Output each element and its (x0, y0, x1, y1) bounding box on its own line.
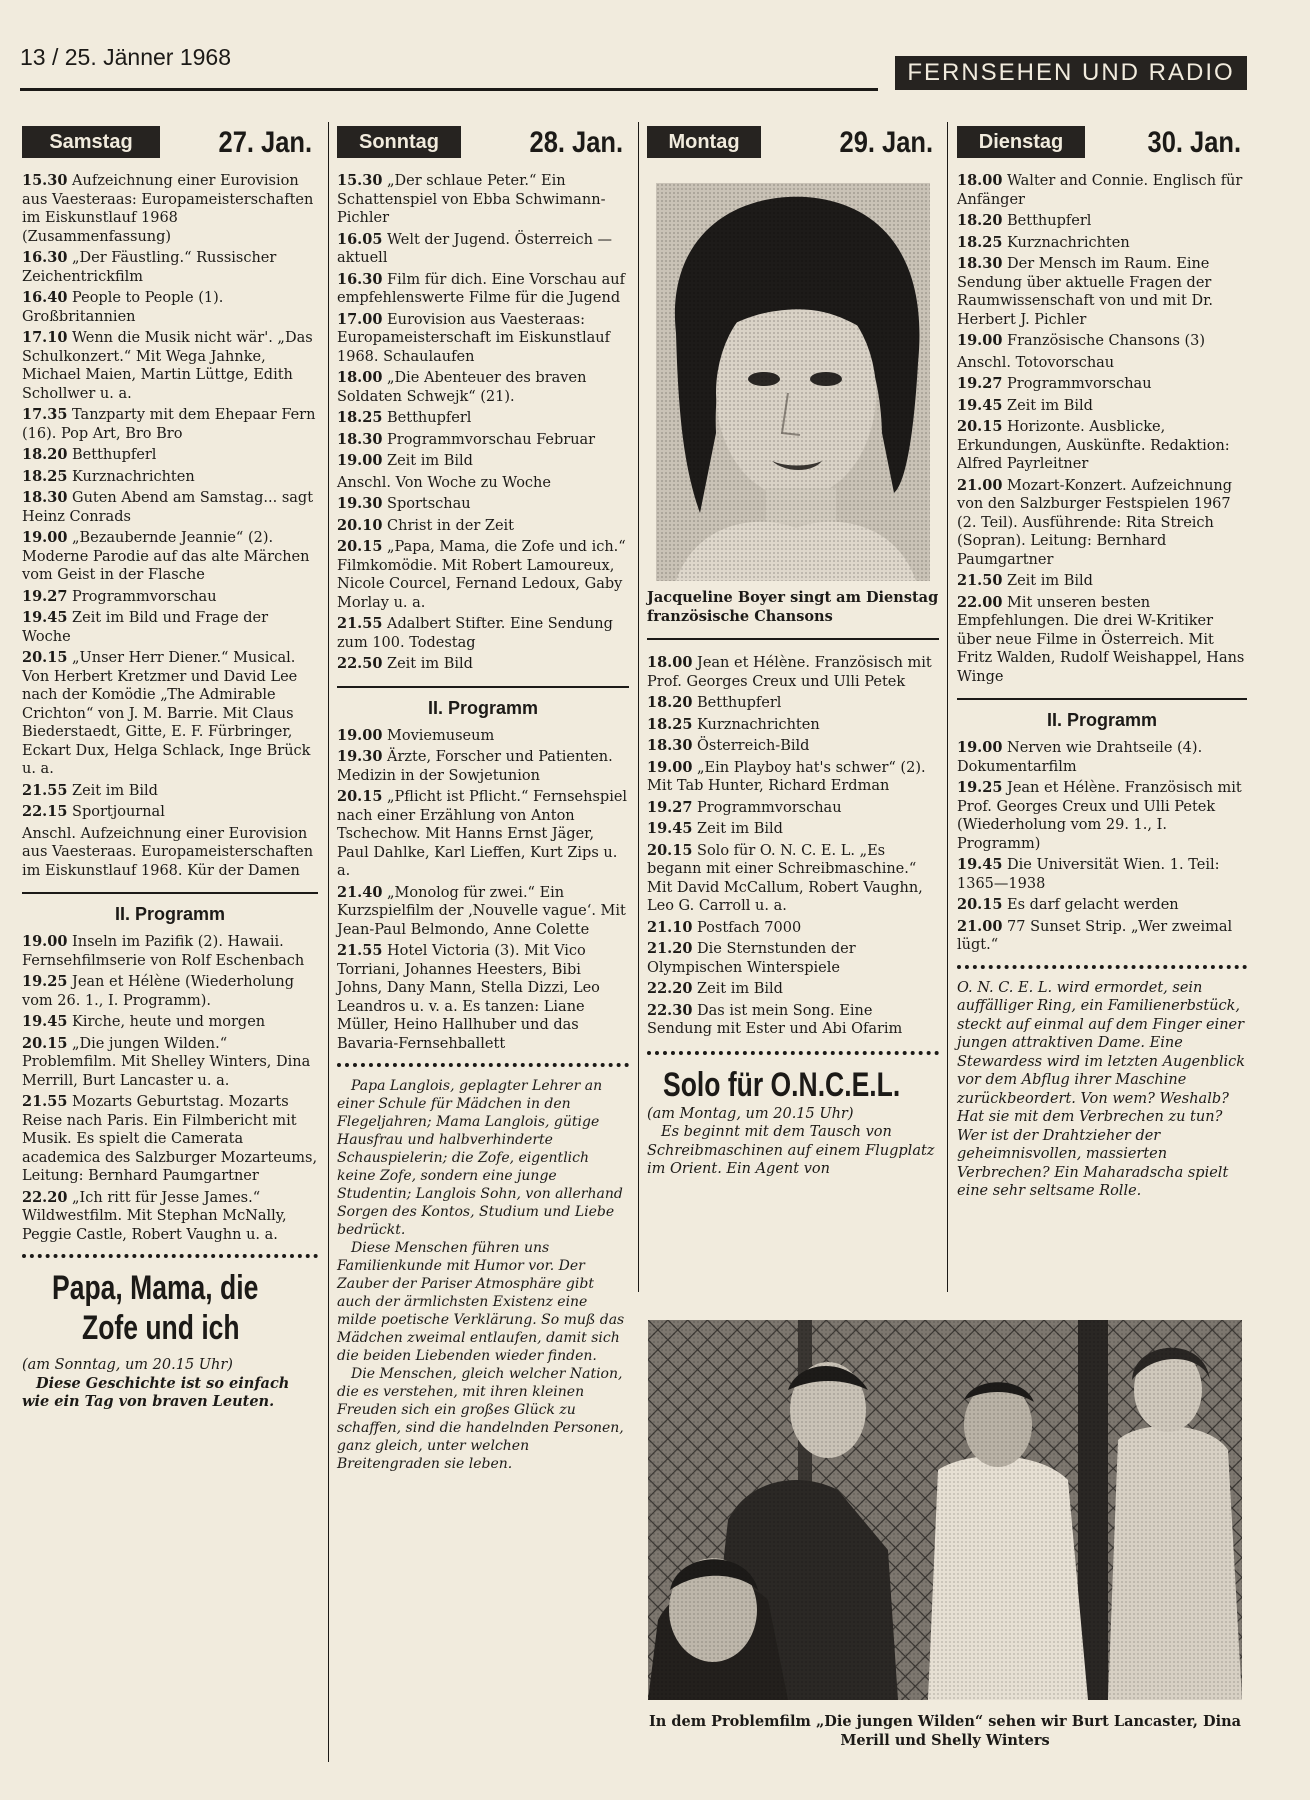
entry-text: Anschl. Aufzeichnung einer Eurovision aus Vaesteraas. Europameisterschaften im Eiskunstlauf 1968. Kür der Damen (22, 825, 314, 879)
entry-text: Die Universität Wien. 1. Teil: 1365—1938 (957, 857, 1220, 892)
schedule-entry (957, 856, 1247, 893)
entry-text: Programmvorschau (1007, 376, 1152, 392)
article-paragraph: Papa Langlois, geplagter Lehrer an einer Schule für Mädchen in den Flegeljahren; Mama Langlois, gütige Hausfrau und halbverhinderte Schauspielerin; die Zofe, eigentlich keine Zofe, sondern eine junge Studentin; Langlois Sohn, von allerhand Sorgen des Kontos, Studium und Liebe bedrückt. (337, 1078, 623, 1238)
schedule-entry (957, 375, 1247, 394)
schedule-entry (22, 406, 318, 443)
day-header (22, 122, 318, 166)
schedule-entry (647, 1002, 939, 1039)
entry-time: 17.00 (337, 310, 383, 328)
article-papa (22, 1268, 318, 1412)
entry-time: 22.20 (647, 980, 693, 997)
schedule-entry (22, 468, 318, 487)
entry-text: Guten Abend am Samstag... sagt Heinz Conrads (22, 490, 314, 525)
schedule-entry (337, 655, 629, 674)
schedule-entry (337, 271, 629, 308)
entry-text: Kurznachrichten (697, 716, 820, 733)
entry-text: Tanzparty mit dem Ehepaar Fern (16). Pop Art, Bro Bro (22, 407, 316, 442)
schedule-entry (22, 649, 318, 779)
entry-text: Die Sternstunden der Olympischen Winterspiele (647, 941, 856, 976)
schedule-entry (337, 231, 629, 268)
schedule-entry (957, 594, 1247, 687)
entry-time: 19.45 (22, 609, 68, 626)
schedule-entry (22, 1093, 318, 1186)
day-badge: Montag (647, 126, 761, 158)
entry-time: 15.30 (337, 172, 383, 189)
program-2-heading: II. Programm (114, 904, 226, 924)
entry-time: 21.40 (337, 883, 383, 901)
entry-time: 22.30 (647, 1001, 693, 1019)
entry-time: 20.15 (22, 1034, 68, 1052)
entry-text: „Ich ritt für Jesse James.“ Wildwestfilm. Mit Stephan McNally, Peggie Castle, Robert Vaughn u. a. (22, 1189, 287, 1243)
day-badge: Sonntag (337, 126, 461, 158)
entry-text: Inseln im Pazifik (2). Hawaii. Fernsehfilmserie von Rolf Eschenbach (22, 934, 305, 969)
entry-text: Ärzte, Forscher und Patienten. Medizin in der Sowjetunion (337, 749, 613, 784)
entry-text: People to People (1). Großbritannien (22, 290, 224, 325)
entry-time: 17.10 (22, 329, 68, 346)
schedule-entry (647, 940, 939, 977)
schedule-entry (957, 896, 1247, 915)
entry-text: „Bezaubernde Jeannie“ (2). Moderne Parodie auf das alte Märchen vom Geist in der Flasche (22, 530, 310, 583)
entry-time: 19.25 (22, 973, 68, 990)
entry-time: 19.00 (337, 726, 383, 744)
schedule-entry (957, 354, 1247, 373)
schedule-entry (337, 788, 629, 881)
entry-time: 19.00 (647, 758, 693, 776)
entry-text: Zeit im Bild (387, 656, 473, 672)
column-rule (947, 122, 948, 1292)
schedule-entry (22, 803, 318, 822)
schedule-entry (337, 517, 629, 536)
schedule-entry (337, 311, 629, 367)
schedule-list (337, 727, 629, 1054)
entry-text: Betthupferl (72, 447, 157, 463)
entry-time: 21.50 (957, 572, 1003, 589)
schedule-entry (337, 452, 629, 471)
entry-time: 16.30 (22, 249, 68, 266)
entry-text: Programmvorschau (72, 588, 217, 605)
entry-text: „Der Fäustling.“ Russischer Zeichentrickfilm (22, 250, 277, 285)
article-headline: Papa, Mama, die (52, 1269, 259, 1307)
entry-text: Eurovision aus Vaesteraas: Europameisterschaft im Eiskunstlauf 1968. Schaulaufen (337, 311, 610, 365)
entry-text: Zeit im Bild und Frage der Woche (22, 610, 269, 645)
article-paragraph: O. N. C. E. L. wird ermordet, sein auffälliger Ring, ein Familienerbstück, steckt auf einmal auf dem Finger einer jungen attraktiven Dame. Eine Stewardess wird im letzten Augenblick vor dem Abflug ihrer Maschine zurückbeordert. Von wem? Weshalb? Hat sie mit dem Verbrechen zu tun? Wer ist der Drahtzieher der geheimnisvollen, massierten Verbrechen? Ein Maharadscha spielt eine sehr seltsame Rolle. (957, 979, 1246, 1199)
entry-time: 18.00 (337, 369, 383, 386)
entry-time: 21.55 (337, 615, 383, 632)
entry-time: 19.45 (957, 396, 1003, 414)
entry-text: Zeit im Bild (72, 782, 158, 799)
schedule-entry (337, 369, 629, 406)
schedule-entry (337, 495, 629, 514)
program-2-heading: II. Programm (1046, 710, 1158, 730)
entry-text: „Unser Herr Diener.“ Musical. Von Herbert Kretzmer und David Lee nach der Komödie „The Admirable Crichton“ von J. M. Barrie. Mit Claus Biederstaedt, Gitte, E. F. Fürbringer, Eckart Dux, Helga Schlack, Inge Brück u. a. (22, 650, 311, 777)
schedule-entry (647, 799, 939, 818)
schedule-entry (22, 1035, 318, 1091)
entry-text: Solo für O. N. C. E. L. „Es begann mit einer Schreibmaschine.“ Mit David McCallum, Robert Vaughn, Leo G. Carroll u. a. (647, 842, 923, 914)
column-rule (328, 122, 329, 1762)
article-paragraph: Die Menschen, gleich welcher Nation, die es verstehen, mit ihren kleinen Freuden sich ein großes Glück zu schaffen, sind die handelnden Personen, ganz gleich, unter welchen Breitengraden sie leben. (337, 1366, 624, 1472)
schedule-entry (957, 477, 1247, 570)
entry-text: Horizonte. Ausblicke, Erkundungen, Auskünfte. Redaktion: Alfred Payrleitner (957, 419, 1230, 472)
entry-text: Zeit im Bild (1007, 573, 1093, 589)
entry-time: 18.25 (957, 233, 1003, 251)
schedule-entry (22, 825, 318, 881)
entry-text: Mozart-Konzert. Aufzeichnung von den Salzburger Festspielen 1967 (2. Teil). Ausführende: Rita Streich (Sopran). Leitung: Bernhard Paumgartner (957, 477, 1233, 568)
entry-text: Christ in der Zeit (387, 517, 515, 534)
schedule-entry (22, 329, 318, 403)
schedule-entry (337, 538, 629, 612)
schedule-list (647, 654, 939, 1039)
program-2-heading: II. Programm (427, 697, 539, 718)
schedule-entry (647, 694, 939, 713)
entry-text: Mozarts Geburtstag. Mozarts Reise nach Paris. Ein Filmbericht mit Musik. Es spielt die Camerata academica des Salzburger Mozarteums, Leitung: Bernhard Paumgartner (22, 1094, 318, 1184)
entry-time: 20.15 (22, 649, 68, 666)
entry-time: 20.15 (957, 418, 1003, 435)
schedule-entry (647, 759, 939, 796)
schedule-entry (957, 212, 1247, 231)
schedule-entry (957, 779, 1247, 853)
entry-time: 20.10 (337, 516, 383, 534)
schedule-entry (22, 609, 318, 646)
schedule-entry (957, 418, 1247, 474)
schedule-entry (957, 739, 1247, 776)
entry-time: 21.55 (22, 1093, 68, 1110)
entry-text: Hotel Victoria (3). Mit Vico Torriani, Johannes Heesters, Bibi Johns, Dany Mann, Stella Dizzi, Leo Leandros u. v. a. Es tanzen: Liane Müller, Heino Hallhuber und das Bavaria-Fernsehballett (337, 943, 600, 1052)
entry-time: 19.27 (957, 375, 1003, 392)
schedule-list (22, 172, 318, 880)
entry-text: „Die Abenteuer des braven Soldaten Schwejk“ (21). (337, 370, 587, 405)
entry-time: 18.30 (957, 255, 1003, 272)
entry-text: Adalbert Stifter. Eine Sendung zum 100. Todestag (337, 616, 613, 651)
schedule-entry (22, 446, 318, 465)
entry-text: Betthupferl (697, 695, 782, 711)
entry-time: 20.15 (957, 896, 1003, 913)
schedule-entry (337, 172, 629, 228)
schedule-list (957, 739, 1247, 955)
section-title: FERNSEHEN UND RADIO (895, 56, 1247, 90)
schedule-entry (647, 820, 939, 839)
schedule-entry (957, 255, 1247, 329)
entry-time: 18.30 (337, 430, 383, 448)
entry-text: Kurznachrichten (72, 468, 195, 485)
schedule-entry (22, 489, 318, 526)
entry-time: 17.35 (22, 406, 68, 423)
entry-time: 19.45 (647, 820, 693, 837)
day-date: 29. Jan. (839, 126, 933, 159)
schedule-entry (337, 748, 629, 785)
column-tuesday (957, 122, 1247, 1201)
entry-time: 18.20 (647, 694, 693, 711)
day-header (647, 122, 939, 166)
entry-text: Nerven wie Drahtseile (4). Dokumentarfilm (957, 740, 1203, 775)
entry-time: 18.30 (22, 489, 68, 506)
day-badge: Dienstag (957, 126, 1085, 158)
schedule-entry (957, 332, 1247, 351)
schedule-entry (22, 1189, 318, 1245)
article-when: (am Montag, um 20.15 Uhr) (647, 1105, 854, 1122)
schedule-entry (337, 474, 629, 493)
entry-time: 22.15 (22, 803, 68, 820)
entry-time: 20.15 (337, 538, 383, 555)
entry-time: 22.20 (22, 1188, 68, 1206)
entry-text: Betthupferl (1007, 213, 1092, 229)
schedule-entry (647, 654, 939, 691)
schedule-entry (22, 249, 318, 286)
entry-text: Programmvorschau (697, 799, 842, 816)
entry-text: Zeit im Bild (1007, 397, 1093, 414)
schedule-entry (22, 933, 318, 970)
entry-time: 19.45 (22, 1013, 68, 1030)
entry-text: Jean et Hélène (Wiederholung vom 26. 1., I. Programm). (22, 974, 294, 1009)
schedule-entry (957, 234, 1247, 253)
entry-time: 21.00 (957, 476, 1003, 494)
schedule-entry (337, 409, 629, 428)
entry-text: Walter and Connie. Englisch für Anfänger (957, 173, 1243, 208)
article-intro: Diese Geschichte ist so einfach wie ein Tag von braven Leuten. (22, 1374, 290, 1410)
entry-text: Welt der Jugend. Österreich — aktuell (337, 231, 613, 266)
day-date: 28. Jan. (529, 126, 623, 159)
entry-time: 20.15 (337, 788, 383, 805)
entry-text: Es darf gelacht werden (1007, 897, 1179, 913)
divider (647, 1051, 939, 1055)
entry-text: Das ist mein Song. Eine Sendung mit Ester und Abi Ofarim (647, 1002, 903, 1037)
entry-text: Wenn die Musik nicht wär'. „Das Schulkonzert.“ Mit Wega Jahnke, Michael Maien, Martin Lüttge, Edith Schollwer u. a. (22, 330, 313, 402)
entry-time: 18.20 (957, 212, 1003, 229)
header-rule (20, 88, 878, 91)
entry-text: Aufzeichnung einer Eurovision aus Vaesteraas: Europameisterschaften im Eiskunstlauf 1968 (Zusammenfassung) (22, 173, 314, 245)
entry-text: Programmvorschau Februar (387, 431, 596, 448)
article-paragraph: Diese Menschen führen uns Familienkunde mit Humor vor. Der Zauber der Pariser Atmosphäre gibt auch der ärmlichsten Existenz eine milde poetische Verklärung. So muß das Mädchen zweimal entlaufen, damit sich die beiden Liebenden wieder finden. (337, 1240, 625, 1364)
column-sunday (337, 122, 629, 1473)
schedule-list (22, 933, 318, 1244)
schedule-entry (957, 572, 1247, 591)
entry-text: Kirche, heute und morgen (72, 1014, 266, 1030)
schedule-entry (22, 588, 318, 607)
entry-time: 19.30 (337, 495, 383, 512)
day-header (957, 122, 1247, 166)
entry-text: Moviemuseum (387, 727, 495, 744)
schedule-entry (22, 289, 318, 326)
entry-text: Österreich-Bild (697, 738, 810, 754)
column-saturday (22, 122, 318, 1412)
entry-text: Zeit im Bild (697, 981, 783, 997)
schedule-entry (337, 884, 629, 940)
entry-text: Jean et Hélène. Französisch mit Prof. Georges Creux und Ulli Petek (647, 655, 932, 690)
entry-text: Der Mensch im Raum. Eine Sendung über aktuelle Fragen der Raumwissenschaft von und mit Dr. Herbert J. Pichler (957, 256, 1214, 328)
entry-time: 19.27 (647, 798, 693, 816)
schedule-entry (22, 529, 318, 585)
entry-time: 20.15 (647, 841, 693, 859)
entry-text: 77 Sunset Strip. „Wer zweimal lügt.“ (957, 918, 1233, 953)
schedule-entry (647, 980, 939, 999)
entry-time: 15.30 (22, 172, 68, 189)
column-rule (638, 122, 639, 1292)
article-solo (647, 1065, 939, 1179)
schedule-entry (337, 615, 629, 652)
entry-time: 21.55 (22, 781, 68, 799)
schedule-entry (647, 842, 939, 916)
entry-text: Betthupferl (387, 410, 472, 426)
entry-text: Kurznachrichten (1007, 234, 1130, 251)
schedule-entry (957, 172, 1247, 209)
divider (647, 638, 939, 640)
schedule-entry (337, 727, 629, 746)
schedule-entry (22, 1013, 318, 1032)
schedule-entry (22, 973, 318, 1010)
schedule-entry (337, 942, 629, 1053)
entry-time: 16.30 (337, 270, 383, 288)
entry-time: 21.00 (957, 917, 1003, 935)
schedule-entry (957, 397, 1247, 416)
day-date: 27. Jan. (218, 126, 312, 159)
photo-caption: Jacqueline Boyer singt am Dienstag französische Chansons (647, 589, 939, 625)
day-header (337, 122, 629, 166)
entry-time: 18.25 (337, 409, 383, 426)
schedule-entry (337, 431, 629, 450)
entry-text: „Die jungen Wilden.“ Problemfilm. Mit Shelley Winters, Dina Merrill, Burt Lancaster u. a. (22, 1035, 311, 1089)
entry-text: Mit unseren besten Empfehlungen. Die drei W-Kritiker über neue Filme in Österreich. Mit Fritz Walden, Rudolf Weishappel, Hans Winge (957, 594, 1245, 685)
entry-time: 19.27 (22, 587, 68, 605)
entry-text: „Papa, Mama, die Zofe und ich.“ Filmkomödie. Mit Robert Lamoureux, Nicole Courcel, Fernand Ledoux, Gaby Morlay u. a. (337, 539, 626, 611)
entry-time: 19.00 (337, 452, 383, 469)
entry-text: Französische Chansons (3) (1007, 333, 1206, 349)
entry-text: Jean et Hélène. Französisch mit Prof. Georges Creux und Ulli Petek (Wiederholung vom 29. 1., I. Programm) (957, 780, 1242, 852)
entry-time: 18.25 (647, 715, 693, 733)
film-photo-caption: In dem Problemfilm „Die jungen Wilden“ sehen wir Burt Lancaster, Dina Merill und Shelly Winters (648, 1713, 1242, 1749)
entry-time: 18.00 (647, 654, 693, 671)
article-when: (am Sonntag, um 20.15 Uhr) (22, 1357, 233, 1373)
page-date: 13 / 25. Jänner 1968 (20, 44, 231, 70)
day-badge: Samstag (22, 126, 160, 158)
entry-time: 19.00 (957, 332, 1003, 349)
entry-time: 22.00 (957, 593, 1003, 611)
film-still-photo (648, 1320, 1242, 1700)
entry-time: 18.00 (957, 172, 1003, 189)
entry-text: „Pflicht ist Pflicht.“ Fernsehspiel nach einer Erzählung von Anton Tschechow. Mit Hanns Ernst Jäger, Paul Dahlke, Karl Lieffen, Kurt Zips u. a. (337, 789, 628, 879)
entry-time: 18.25 (22, 467, 68, 485)
entry-time: 19.30 (337, 748, 383, 765)
schedule-entry (647, 919, 939, 938)
schedule-list (337, 172, 629, 674)
article-paragraph: Es beginnt mit dem Tausch von Schreibmaschinen auf einem Flugplatz im Orient. Ein Agent von (647, 1124, 935, 1177)
schedule-entry (22, 782, 318, 801)
entry-time: 21.20 (647, 940, 693, 957)
entry-time: 16.05 (337, 230, 383, 248)
entry-text: „Monolog für zwei.“ Ein Kurzspielfilm der ‚Nouvelle vague‘. Mit Jean-Paul Belmondo, Anne Colette (337, 884, 626, 938)
entry-text: Postfach 7000 (697, 919, 802, 936)
entry-time: 22.50 (337, 655, 383, 672)
entry-time: 19.00 (22, 933, 68, 950)
divider (957, 698, 1247, 700)
entry-text: Zeit im Bild (387, 453, 473, 469)
schedule-entry (647, 716, 939, 735)
entry-time: 19.25 (957, 779, 1003, 796)
schedule-entry (957, 918, 1247, 955)
entry-time: 19.00 (22, 529, 68, 546)
portrait-photo (656, 183, 930, 581)
entry-text: „Ein Playboy hat's schwer“ (2). Mit Tab Hunter, Richard Erdman (647, 759, 926, 794)
article-headline: Solo für O.N.C.E.L. (663, 1065, 901, 1104)
entry-text: Anschl. Von Woche zu Woche (337, 474, 551, 491)
article-papa-body (337, 1077, 629, 1473)
entry-text: Sportschau (387, 496, 471, 512)
schedule-entry (22, 172, 318, 246)
entry-time: 16.40 (22, 289, 68, 306)
divider (337, 1063, 629, 1067)
entry-text: „Der schlaue Peter.“ Ein Schattenspiel von Ebba Schwimann-Pichler (337, 173, 606, 226)
entry-time: 19.45 (957, 856, 1003, 873)
divider (22, 1254, 318, 1258)
schedule-list (957, 172, 1247, 686)
day-date: 30. Jan. (1147, 126, 1241, 159)
entry-text: Anschl. Totovorschau (957, 354, 1115, 371)
divider (22, 892, 318, 894)
entry-time: 21.55 (337, 942, 383, 959)
divider (957, 965, 1247, 969)
entry-time: 18.20 (22, 446, 68, 463)
entry-text: Zeit im Bild (697, 821, 783, 837)
entry-time: 18.30 (647, 737, 693, 754)
entry-time: 19.00 (957, 739, 1003, 756)
entry-time: 21.10 (647, 918, 693, 936)
divider (337, 686, 629, 688)
article-headline: Zofe und ich (82, 1309, 240, 1347)
entry-text: Sportjournal (72, 804, 165, 820)
schedule-entry (647, 737, 939, 756)
entry-text: Film für dich. Eine Vorschau auf empfehlenswerte Filme für die Jugend (337, 271, 625, 306)
